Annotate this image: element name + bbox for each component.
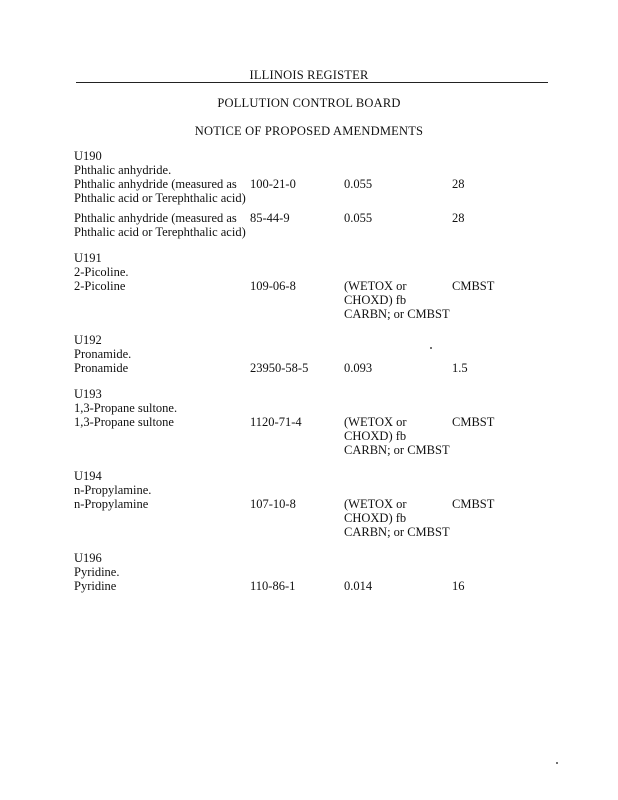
waste-code: U193 <box>74 387 102 401</box>
waste-name: n-Propylamine. <box>74 483 152 497</box>
wastewater-standard-cell: 0.055 <box>344 177 373 191</box>
wastewater-standard-cell: 0.055 <box>344 211 373 225</box>
waste-code-group <box>74 387 554 457</box>
waste-name: Pyridine. <box>74 565 120 579</box>
waste-code-group <box>74 469 554 539</box>
scan-speck <box>430 347 432 349</box>
waste-code: U190 <box>74 149 102 163</box>
notice-title: NOTICE OF PROPOSED AMENDMENTS <box>194 124 424 138</box>
nonwastewater-standard-cell: CMBST <box>452 415 495 429</box>
waste-code: U192 <box>74 333 102 347</box>
wastewater-standard-cell: (WETOX or CHOXD) fb CARBN; or CMBST <box>344 415 450 457</box>
waste-code: U191 <box>74 251 102 265</box>
cas-number-cell: 85-44-9 <box>250 211 290 225</box>
wastewater-standard-cell: (WETOX or CHOXD) fb CARBN; or CMBST <box>344 497 450 539</box>
table-row <box>74 279 554 321</box>
nonwastewater-standard-cell: CMBST <box>452 497 495 511</box>
constituent-cell: Phthalic anhydride (measured as Phthalic acid or Terephthalic acid) <box>74 211 246 239</box>
cas-number-cell: 1120-71-4 <box>250 415 302 429</box>
constituent-cell: Pronamide <box>74 361 129 375</box>
constituent-cell: 2-Picoline <box>74 279 126 293</box>
waste-code-table <box>74 149 554 605</box>
waste-code-group <box>74 551 554 593</box>
table-row <box>74 177 554 205</box>
cas-number-cell: 109-06-8 <box>250 279 296 293</box>
constituent-cell: n-Propylamine <box>74 497 149 511</box>
cas-number-cell: 110-86-1 <box>250 579 296 593</box>
nonwastewater-standard-cell: 28 <box>452 211 465 225</box>
waste-name: 1,3-Propane sultone. <box>74 401 178 415</box>
wastewater-standard-cell: 0.014 <box>344 579 373 593</box>
waste-code-group <box>74 333 554 375</box>
table-row <box>74 361 554 375</box>
cas-number-cell: 107-10-8 <box>250 497 296 511</box>
waste-code-group <box>74 251 554 321</box>
waste-code: U194 <box>74 469 102 483</box>
nonwastewater-standard-cell: 16 <box>452 579 465 593</box>
cas-number-cell: 100-21-0 <box>250 177 296 191</box>
scan-speck <box>556 762 558 764</box>
table-row <box>74 211 554 239</box>
constituent-cell: Phthalic anhydride (measured as Phthalic acid or Terephthalic acid) <box>74 177 246 205</box>
nonwastewater-standard-cell: 28 <box>452 177 465 191</box>
waste-name: Pronamide. <box>74 347 132 361</box>
nonwastewater-standard-cell: 1.5 <box>452 361 468 375</box>
waste-code: U196 <box>74 551 102 565</box>
cas-number-cell: 23950-58-5 <box>250 361 309 375</box>
waste-code-group <box>74 149 554 239</box>
wastewater-standard-cell: 0.093 <box>344 361 373 375</box>
constituent-cell: Pyridine <box>74 579 117 593</box>
waste-name: 2-Picoline. <box>74 265 129 279</box>
constituent-cell: 1,3-Propane sultone <box>74 415 174 429</box>
table-row <box>74 415 554 457</box>
nonwastewater-standard-cell: CMBST <box>452 279 495 293</box>
table-row <box>74 579 554 593</box>
register-title: ILLINOIS REGISTER <box>249 68 369 82</box>
table-row <box>74 497 554 539</box>
waste-name: Phthalic anhydride. <box>74 163 172 177</box>
board-title: POLLUTION CONTROL BOARD <box>217 96 401 110</box>
wastewater-standard-cell: (WETOX or CHOXD) fb CARBN; or CMBST <box>344 279 450 321</box>
